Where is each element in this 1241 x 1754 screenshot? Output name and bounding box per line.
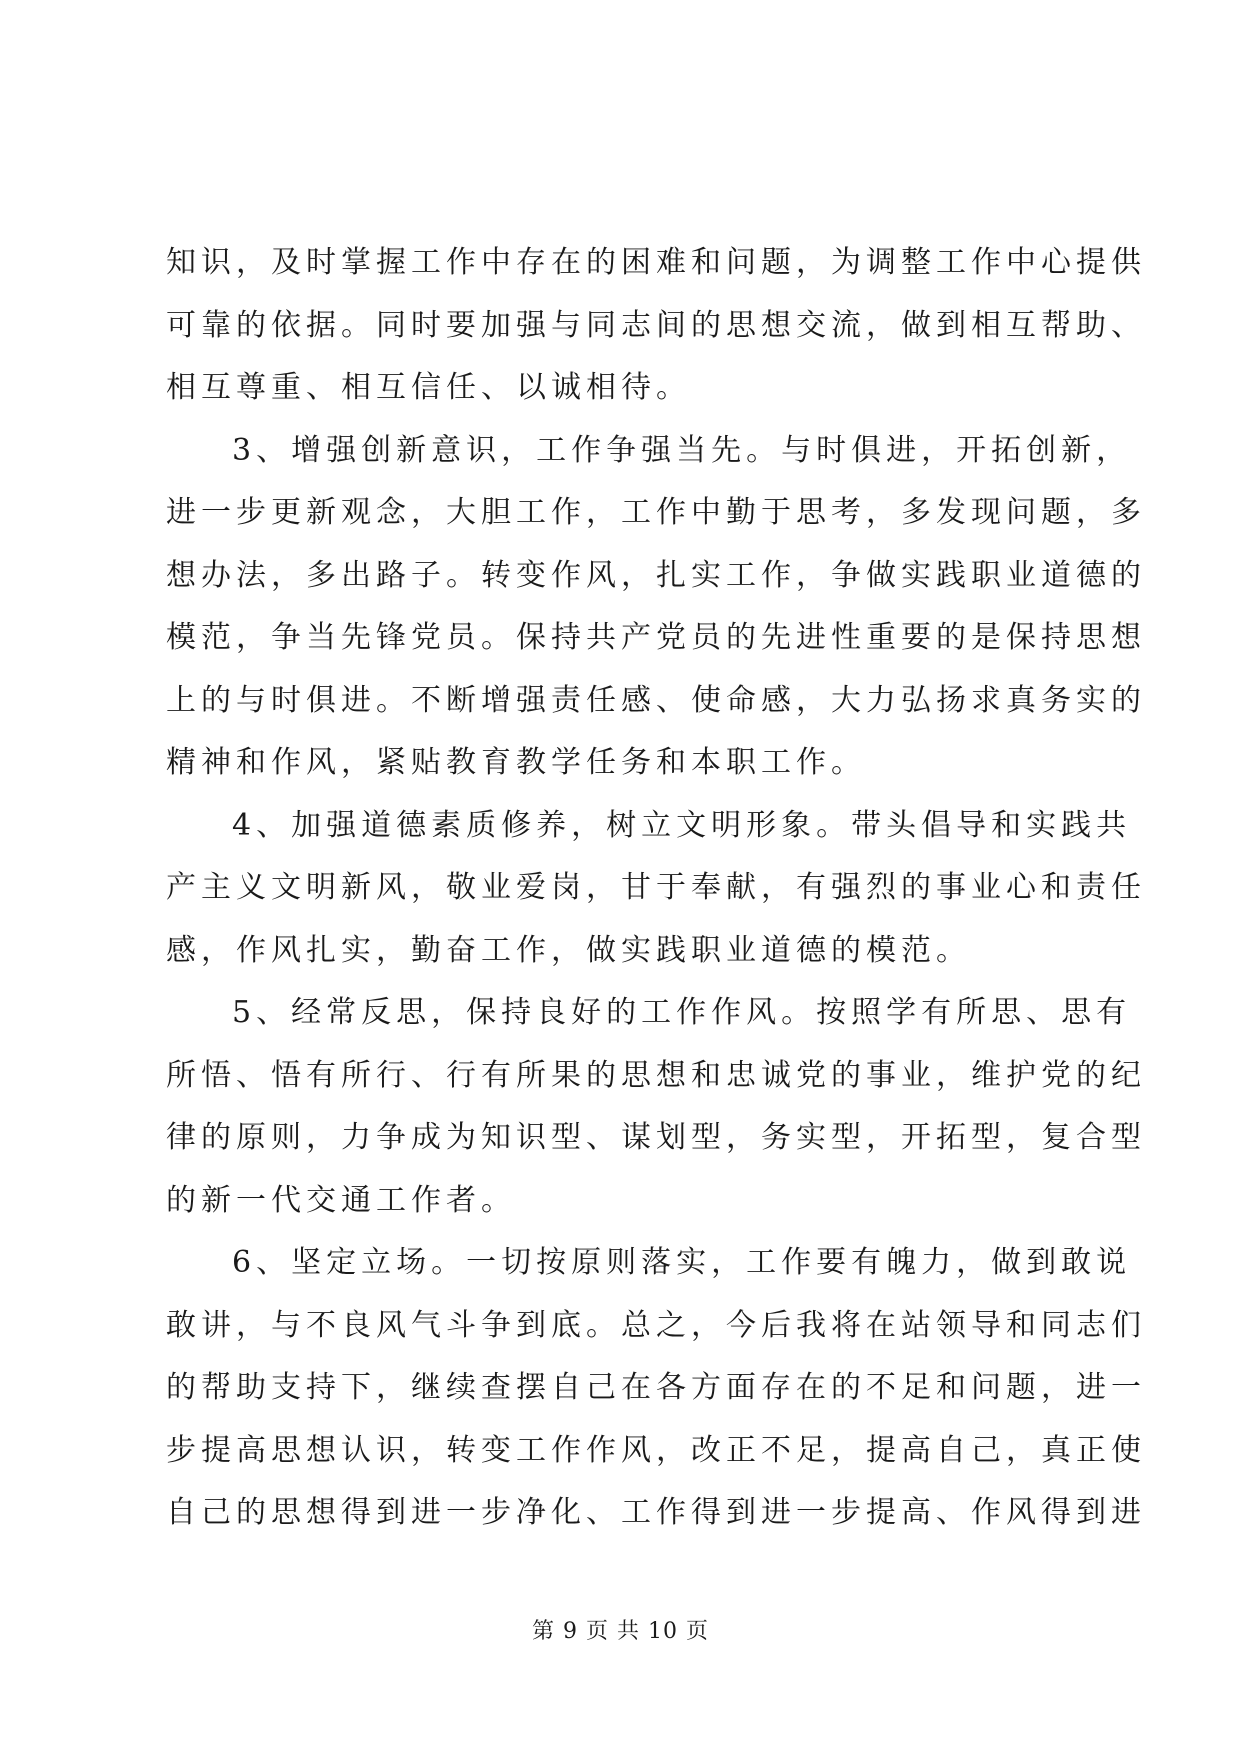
paragraph-start-line: 4、加强道德素质修养，树立文明形象。带头倡导和实践共	[232, 807, 1132, 843]
paragraph-start-line: 3、增强创新意识，工作争强当先。与时俱进，开拓创新，	[232, 432, 1132, 468]
text-line: 敢讲，与不良风气斗争到底。总之，今后我将在站领导和同志们	[166, 1307, 1146, 1343]
text-line: 精神和作风，紧贴教育教学任务和本职工作。	[166, 745, 866, 780]
text-line: 模范，争当先锋党员。保持共产党员的先进性重要的是保持思想	[166, 620, 1146, 655]
text-line: 自己的思想得到进一步净化、工作得到进一步提高、作风得到进	[166, 1495, 1146, 1530]
page-number-footer: 第 9 页 共 10 页	[532, 1619, 709, 1644]
text-line: 的帮助支持下，继续查摆自己在各方面存在的不足和问题，进一	[166, 1370, 1146, 1405]
text-line: 相互尊重、相互信任、以诚相待。	[166, 370, 691, 405]
text-line: 感，作风扎实，勤奋工作，做实践职业道德的模范。	[166, 932, 971, 968]
paragraph-start-line: 6、坚定立场。一切按原则落实，工作要有魄力，做到敢说	[232, 1245, 1132, 1280]
text-line: 产主义文明新风，敬业爱岗，甘于奉献，有强烈的事业心和责任	[166, 870, 1146, 905]
text-line: 律的原则，力争成为知识型、谋划型，务实型，开拓型，复合型	[166, 1120, 1146, 1155]
text-line: 可靠的依据。同时要加强与同志间的思想交流，做到相互帮助、	[166, 307, 1146, 343]
text-line: 所悟、悟有所行、行有所果的思想和忠诚党的事业，维护党的纪	[166, 1057, 1146, 1093]
text-line: 知识，及时掌握工作中存在的困难和问题，为调整工作中心提供	[166, 245, 1146, 280]
text-line: 步提高思想认识，转变工作作风，改正不足，提高自己，真正使	[166, 1432, 1146, 1468]
text-line: 的新一代交通工作者。	[166, 1182, 516, 1218]
text-line: 想办法，多出路子。转变作风，扎实工作，争做实践职业道德的	[166, 557, 1146, 593]
text-line: 上的与时俱进。不断增强责任感、使命感，大力弘扬求真务实的	[166, 682, 1146, 718]
document-body	[166, 232, 1146, 1545]
text-line: 进一步更新观念，大胆工作，工作中勤于思考，多发现问题，多	[166, 495, 1146, 530]
paragraph-start-line: 5、经常反思，保持良好的工作作风。按照学有所思、思有	[232, 995, 1132, 1030]
